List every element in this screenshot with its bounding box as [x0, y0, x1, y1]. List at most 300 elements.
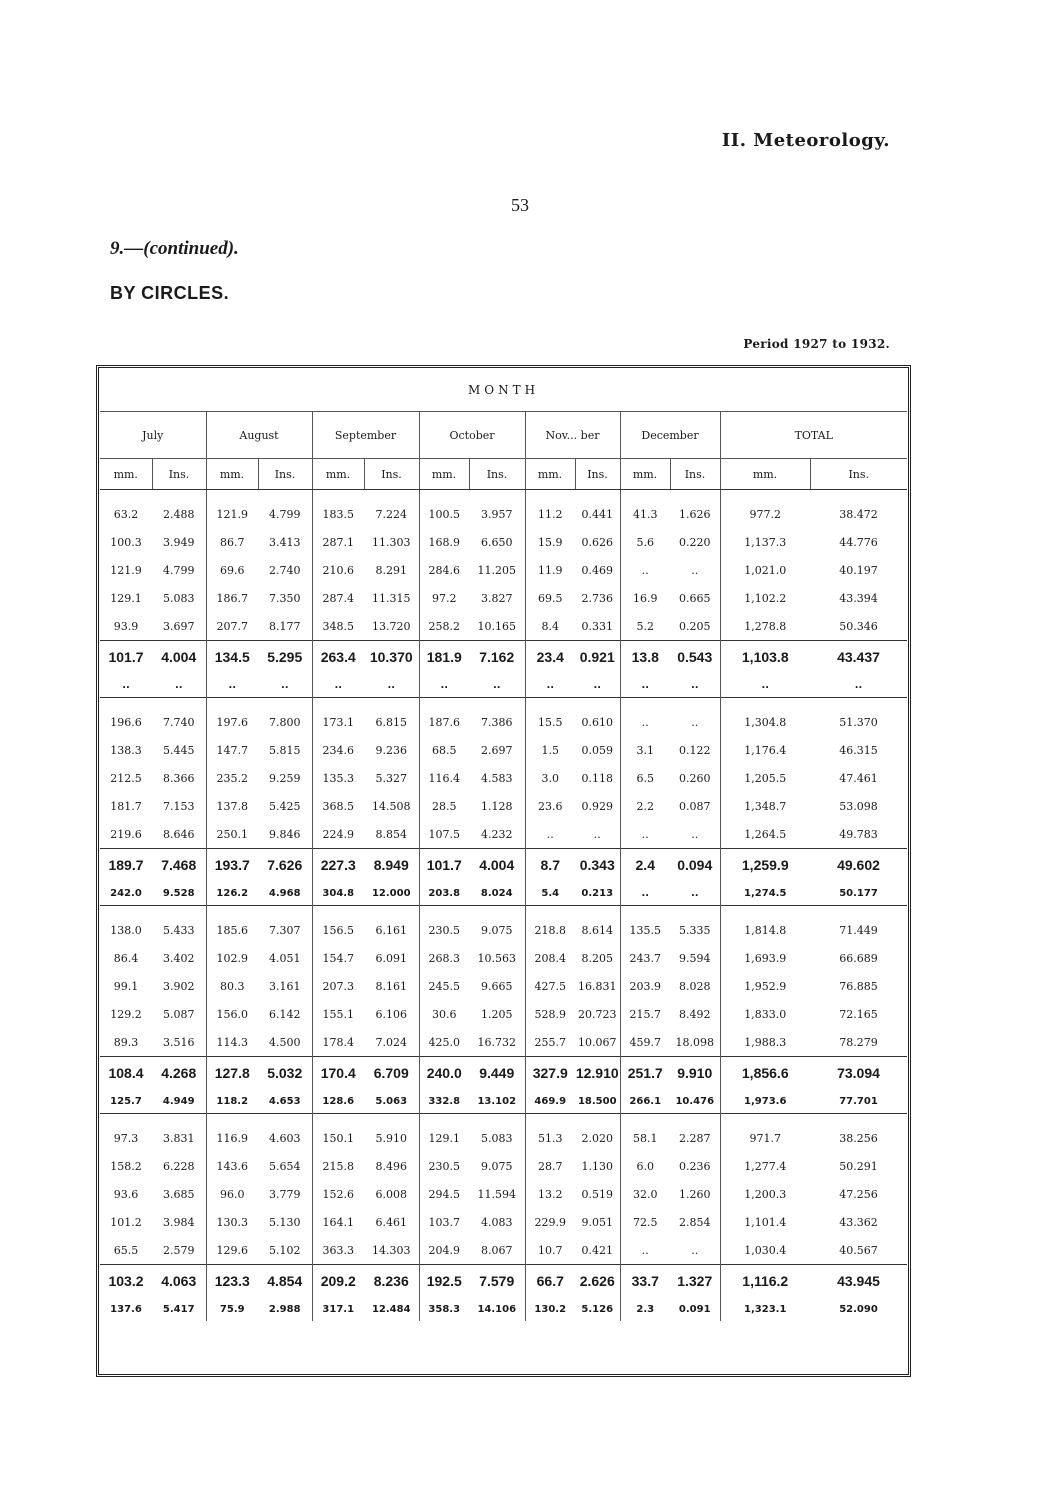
table-cell: 258.2: [428, 619, 460, 633]
table-cell: 196.6: [100, 698, 152, 737]
table-cell: 16.732: [469, 1028, 525, 1057]
table-cell: 12.484: [364, 1297, 419, 1321]
table-cell: 8.949: [364, 849, 419, 882]
table-cell: 192.5: [419, 1265, 469, 1298]
table-cell: 6.106: [364, 1000, 419, 1028]
table-cell: 3.984: [152, 1208, 206, 1236]
table-cell: 1.327: [670, 1265, 720, 1298]
table-cell: 143.6: [216, 1159, 248, 1173]
table-cell: 2.740: [258, 556, 312, 584]
table-cell: 1,693.9: [744, 951, 787, 965]
table-cell: 266.1: [629, 1095, 662, 1107]
table-cell: 108.4: [100, 1057, 152, 1090]
table-cell: 977.2: [749, 507, 781, 521]
page-number: 53: [511, 195, 529, 215]
table-cell: 9.910: [670, 1057, 720, 1090]
table-cell: 284.6: [428, 563, 460, 577]
table-cell: 3.0: [541, 771, 559, 785]
table-row: [100, 1000, 907, 1028]
rainfall-table: [100, 369, 907, 1321]
table-cell: 0.610: [575, 698, 620, 737]
table-cell: 528.9: [534, 1007, 566, 1021]
table-cell: 63.2: [113, 507, 139, 521]
table-cell: 150.1: [312, 1114, 364, 1153]
table-cell: 12.910: [575, 1057, 620, 1090]
table-cell: 10.165: [469, 612, 525, 641]
table-cell: 8.161: [364, 972, 419, 1000]
table-cell: 129.6: [216, 1243, 248, 1257]
table-cell: 469.9: [534, 1095, 567, 1107]
table-cell: 28.5: [432, 799, 457, 813]
table-cell: 1,988.3: [744, 1035, 787, 1049]
table-cell: 5.433: [152, 906, 206, 945]
table-cell: 6.142: [258, 1000, 312, 1028]
table-cell: 10.370: [364, 641, 419, 674]
table-cell: 75.9: [219, 1303, 245, 1315]
table-cell: 16.9: [633, 591, 658, 605]
table-cell: 0.441: [575, 490, 620, 529]
table-cell: 0.519: [575, 1180, 620, 1208]
table-cell: 44.776: [839, 535, 878, 549]
table-cell: 229.9: [534, 1215, 566, 1229]
table-cell: 9.449: [469, 1057, 525, 1090]
table-cell: 209.2: [312, 1265, 364, 1298]
table-cell: 156.5: [312, 906, 364, 945]
table-cell: 129.1: [419, 1114, 469, 1153]
table-cell: 51.370: [810, 698, 907, 737]
table-cell: 4.653: [258, 1089, 312, 1114]
table-cell: 250.1: [216, 827, 248, 841]
section-title: II. Meteorology.: [721, 130, 890, 151]
table-cell: 251.7: [620, 1057, 670, 1090]
table-cell: 121.9: [216, 507, 248, 521]
table-cell: 230.5: [419, 906, 469, 945]
table-cell: 1,304.8: [720, 698, 810, 737]
table-cell: 0.091: [670, 1297, 720, 1321]
table-cell: 6.091: [364, 944, 419, 972]
table-cell: 8.4: [541, 619, 559, 633]
table-cell: 8.028: [670, 972, 720, 1000]
unit-header: Ins.: [152, 459, 206, 490]
table-cell: 1,348.7: [744, 799, 787, 813]
average-row: [100, 849, 907, 882]
table-cell: 3.1: [636, 743, 654, 757]
table-cell: 6.650: [469, 528, 525, 556]
table-cell: 9.051: [575, 1208, 620, 1236]
table-cell: 101.2: [110, 1215, 142, 1229]
table-cell: 3.957: [469, 490, 525, 529]
table-body: [100, 490, 907, 1322]
table-cell: 255.7: [534, 1035, 566, 1049]
table-cell: 1,856.6: [720, 1057, 810, 1090]
table-cell: 0.543: [670, 641, 720, 674]
secondary-average-row: [100, 673, 907, 698]
table-cell: 49.783: [839, 827, 878, 841]
table-cell: 156.0: [216, 1007, 248, 1021]
table-cell: 327.9: [525, 1057, 575, 1090]
table-cell: 129.1: [110, 591, 142, 605]
table-cell: 7.153: [152, 792, 206, 820]
table-cell: 0.469: [575, 556, 620, 584]
table-cell: 121.9: [110, 563, 142, 577]
table-cell: 71.449: [810, 906, 907, 945]
table-cell: 5.910: [364, 1114, 419, 1153]
table-cell: 3.413: [258, 528, 312, 556]
table-cell: ..: [440, 679, 449, 691]
table-cell: 158.2: [110, 1159, 142, 1173]
table-cell: 3.827: [469, 584, 525, 612]
table-cell: 4.799: [258, 490, 312, 529]
table-row: [100, 698, 907, 737]
table-cell: 8.7: [525, 849, 575, 882]
table-cell: 43.362: [839, 1215, 878, 1229]
table-cell: 10.563: [469, 944, 525, 972]
table-cell: 2.2: [636, 799, 654, 813]
table-cell: 7.350: [258, 584, 312, 612]
table-cell: ..: [546, 827, 554, 841]
table-cell: 5.102: [258, 1236, 312, 1265]
table-cell: 4.583: [469, 764, 525, 792]
table-cell: 227.3: [312, 849, 364, 882]
table-cell: ..: [575, 820, 620, 849]
table-cell: 1,259.9: [720, 849, 810, 882]
table-cell: 4.063: [152, 1265, 206, 1298]
table-cell: 2.697: [469, 736, 525, 764]
table-cell: ..: [334, 679, 343, 691]
table-cell: 3.949: [152, 528, 206, 556]
table-cell: ..: [364, 673, 419, 698]
table-cell: 47.461: [839, 771, 878, 785]
table-cell: ..: [641, 827, 649, 841]
table-cell: 1.205: [469, 1000, 525, 1028]
table-cell: 129.2: [110, 1007, 142, 1021]
table-cell: 2.287: [670, 1114, 720, 1153]
secondary-average-row: [100, 881, 907, 906]
table-cell: 41.3: [633, 507, 658, 521]
table-cell: 51.3: [525, 1114, 575, 1153]
table-cell: 86.7: [220, 535, 245, 549]
table-row: [100, 1236, 907, 1265]
table-cell: 240.0: [419, 1057, 469, 1090]
table-cell: ..: [641, 1243, 649, 1257]
table-cell: 69.5: [538, 591, 563, 605]
table-cell: 20.723: [575, 1000, 620, 1028]
table-cell: 197.6: [206, 698, 258, 737]
table-cell: 68.5: [432, 743, 457, 757]
table-cell: 5.815: [258, 736, 312, 764]
table-cell: 193.7: [206, 849, 258, 882]
table-row: [100, 1180, 907, 1208]
table-cell: 18.098: [670, 1028, 720, 1057]
table-cell: 13.102: [469, 1089, 525, 1114]
table-cell: 2.488: [152, 490, 206, 529]
table-cell: 3.831: [152, 1114, 206, 1153]
average-row: [100, 641, 907, 674]
table-cell: 103.7: [428, 1215, 460, 1229]
table-cell: 7.024: [364, 1028, 419, 1057]
table-cell: 212.5: [110, 771, 142, 785]
table-cell: 2.854: [670, 1208, 720, 1236]
table-cell: 7.800: [258, 698, 312, 737]
table-cell: 135.5: [620, 906, 670, 945]
table-cell: 0.929: [575, 792, 620, 820]
table-cell: 0.087: [670, 792, 720, 820]
table-cell: 170.4: [312, 1057, 364, 1090]
table-cell: 50.177: [839, 887, 878, 899]
table-cell: 0.122: [670, 736, 720, 764]
table-cell: 97.2: [432, 591, 457, 605]
table-cell: 1,833.0: [744, 1007, 787, 1021]
table-cell: 1,030.4: [744, 1243, 787, 1257]
table-cell: 5.083: [152, 584, 206, 612]
table-cell: 128.6: [322, 1095, 355, 1107]
table-cell: 5.063: [364, 1089, 419, 1114]
table-cell: 107.5: [428, 827, 460, 841]
table-cell: 1,101.4: [744, 1215, 787, 1229]
table-cell: 5.126: [575, 1297, 620, 1321]
table-cell: 0.205: [670, 612, 720, 641]
table-cell: 0.331: [575, 612, 620, 641]
table-cell: 5.087: [152, 1000, 206, 1028]
table-cell: 7.579: [469, 1265, 525, 1298]
table-cell: 93.9: [113, 619, 139, 633]
table-cell: ..: [670, 820, 720, 849]
table-cell: 114.3: [216, 1035, 248, 1049]
table-cell: 14.303: [364, 1236, 419, 1265]
table-cell: ..: [761, 679, 770, 691]
month-group-row: [100, 412, 907, 459]
table-cell: 52.090: [839, 1303, 878, 1315]
table-cell: 138.3: [110, 743, 142, 757]
table-cell: 8.177: [258, 612, 312, 641]
table-cell: 100.5: [428, 507, 460, 521]
table-cell: 135.3: [322, 771, 354, 785]
table-cell: 164.1: [322, 1215, 354, 1229]
table-cell: 77.701: [839, 1095, 878, 1107]
table-cell: 287.4: [322, 591, 354, 605]
table-cell: 215.7: [629, 1007, 661, 1021]
table-cell: 134.5: [206, 641, 258, 674]
table-row: [100, 792, 907, 820]
table-cell: 125.7: [110, 1095, 142, 1107]
table-cell: 50.346: [839, 619, 878, 633]
group-header: Nov... ber: [525, 412, 620, 459]
table-row: [100, 490, 907, 529]
table-cell: 2.736: [575, 584, 620, 612]
table-cell: 18.500: [575, 1089, 620, 1114]
table-cell: 12.000: [364, 881, 419, 906]
table-cell: 13.720: [364, 612, 419, 641]
table-cell: 5.130: [258, 1208, 312, 1236]
secondary-average-row: [100, 1297, 907, 1321]
unit-header: mm.: [525, 459, 575, 490]
table-row: [100, 1114, 907, 1153]
table-cell: 73.094: [810, 1057, 907, 1090]
table-cell: 8.236: [364, 1265, 419, 1298]
table-cell: ..: [670, 556, 720, 584]
table-cell: 203.8: [428, 887, 461, 899]
table-cell: 203.9: [629, 979, 661, 993]
table-cell: 23.6: [538, 799, 563, 813]
table-cell: 1.260: [670, 1180, 720, 1208]
table-cell: 1,274.5: [744, 887, 787, 899]
table-cell: 38.472: [839, 507, 878, 521]
table-cell: 2.4: [620, 849, 670, 882]
table-cell: 30.6: [432, 1007, 457, 1021]
table-cell: 155.1: [322, 1007, 354, 1021]
table-cell: 137.6: [110, 1303, 142, 1315]
table-cell: 7.386: [469, 698, 525, 737]
table-cell: 215.8: [322, 1159, 354, 1173]
table-cell: ..: [670, 881, 720, 906]
table-cell: 181.9: [419, 641, 469, 674]
table-cell: 10.7: [538, 1243, 563, 1257]
table-cell: 9.075: [469, 1152, 525, 1180]
table-cell: 0.921: [575, 641, 620, 674]
table-cell: 5.327: [364, 764, 419, 792]
table-cell: 1,103.8: [720, 641, 810, 674]
table-cell: 1,116.2: [720, 1265, 810, 1298]
table-cell: 4.232: [469, 820, 525, 849]
table-cell: 147.7: [216, 743, 248, 757]
table-cell: ..: [228, 679, 237, 691]
table-cell: 1,137.3: [744, 535, 787, 549]
table-cell: 4.949: [152, 1089, 206, 1114]
table-cell: 363.3: [322, 1243, 354, 1257]
unit-row: [100, 459, 907, 490]
table-cell: 0.213: [575, 881, 620, 906]
table-cell: 230.5: [428, 1159, 460, 1173]
table-cell: 358.3: [428, 1303, 461, 1315]
table-cell: 0.343: [575, 849, 620, 882]
table-cell: 38.256: [810, 1114, 907, 1153]
table-cell: 224.9: [322, 827, 354, 841]
table-cell: 6.0: [636, 1159, 654, 1173]
table-cell: 1,264.5: [744, 827, 787, 841]
table-cell: 5.4: [541, 887, 560, 899]
table-cell: 103.2: [100, 1265, 152, 1298]
table-cell: 459.7: [629, 1035, 661, 1049]
table-cell: 287.1: [322, 535, 354, 549]
table-cell: 43.394: [839, 591, 878, 605]
table-cell: 0.220: [670, 528, 720, 556]
table-cell: 9.528: [152, 881, 206, 906]
table-cell: 116.9: [206, 1114, 258, 1153]
table-cell: 2.3: [636, 1303, 655, 1315]
table-cell: 4.268: [152, 1057, 206, 1090]
table-cell: 5.417: [152, 1297, 206, 1321]
table-cell: 13.8: [620, 641, 670, 674]
group-header: October: [419, 412, 525, 459]
table-cell: ..: [641, 563, 649, 577]
table-cell: 1,200.3: [744, 1187, 787, 1201]
table-cell: 4.051: [258, 944, 312, 972]
table-cell: 99.1: [113, 979, 139, 993]
table-cell: 10.067: [575, 1028, 620, 1057]
table-row: [100, 1152, 907, 1180]
table-cell: 116.4: [428, 771, 460, 785]
table-cell: ..: [670, 698, 720, 737]
table-cell: 368.5: [322, 799, 354, 813]
table-cell: 9.846: [258, 820, 312, 849]
table-cell: 0.118: [575, 764, 620, 792]
table-cell: 7.307: [258, 906, 312, 945]
table-cell: 0.665: [670, 584, 720, 612]
average-row: [100, 1265, 907, 1298]
table-cell: 101.7: [100, 641, 152, 674]
table-cell: 0.059: [575, 736, 620, 764]
table-cell: 46.315: [839, 743, 878, 757]
table-cell: ..: [641, 679, 650, 691]
table-cell: 304.8: [322, 887, 355, 899]
table-cell: 96.0: [220, 1187, 245, 1201]
table-cell: 3.516: [152, 1028, 206, 1057]
table-cell: 7.224: [364, 490, 419, 529]
table-cell: ..: [122, 679, 130, 691]
table-cell: 5.6: [636, 535, 654, 549]
table-cell: 7.468: [152, 849, 206, 882]
table-cell: 13.2: [538, 1187, 563, 1201]
table-cell: 210.6: [322, 563, 354, 577]
table-cell: 11.205: [469, 556, 525, 584]
table-cell: 11.594: [469, 1180, 525, 1208]
period-label: Period 1927 to 1932.: [743, 337, 890, 351]
table-cell: ..: [258, 673, 312, 698]
table-cell: 40.567: [839, 1243, 878, 1257]
table-row: [100, 944, 907, 972]
table-cell: ..: [546, 679, 555, 691]
table-cell: 294.5: [428, 1187, 460, 1201]
table-cell: 0.236: [670, 1152, 720, 1180]
group-header: December: [620, 412, 720, 459]
table-cell: 348.5: [322, 619, 354, 633]
table-cell: 69.6: [220, 563, 245, 577]
table-cell: 43.945: [810, 1265, 907, 1298]
table-cell: 242.0: [110, 887, 142, 899]
table-cell: ..: [670, 673, 720, 698]
table-cell: 2.579: [152, 1236, 206, 1265]
table-cell: 1,205.5: [744, 771, 787, 785]
table-cell: 76.885: [839, 979, 878, 993]
table-cell: 127.8: [206, 1057, 258, 1090]
table-cell: 2.020: [575, 1114, 620, 1153]
table-cell: ..: [469, 673, 525, 698]
table-cell: 7.740: [152, 698, 206, 737]
table-cell: 8.854: [364, 820, 419, 849]
table-cell: 137.8: [216, 799, 248, 813]
table-cell: 8.205: [575, 944, 620, 972]
table-cell: 6.815: [364, 698, 419, 737]
table-row: [100, 972, 907, 1000]
unit-header: Ins.: [258, 459, 312, 490]
table-cell: 208.4: [534, 951, 566, 965]
table-cell: 7.162: [469, 641, 525, 674]
table-cell: 207.7: [216, 619, 248, 633]
table-cell: 130.2: [534, 1303, 567, 1315]
table-cell: 168.9: [428, 535, 460, 549]
table-cell: 4.968: [258, 881, 312, 906]
table-cell: 8.496: [364, 1152, 419, 1180]
table-cell: 9.259: [258, 764, 312, 792]
table-cell: 5.083: [469, 1114, 525, 1153]
table-cell: 8.067: [469, 1236, 525, 1265]
table-cell: 235.2: [216, 771, 248, 785]
table-cell: 263.4: [312, 641, 364, 674]
table-cell: 4.004: [152, 641, 206, 674]
table-cell: 4.500: [258, 1028, 312, 1057]
table-cell: 32.0: [633, 1187, 658, 1201]
table-cell: 80.3: [220, 979, 245, 993]
